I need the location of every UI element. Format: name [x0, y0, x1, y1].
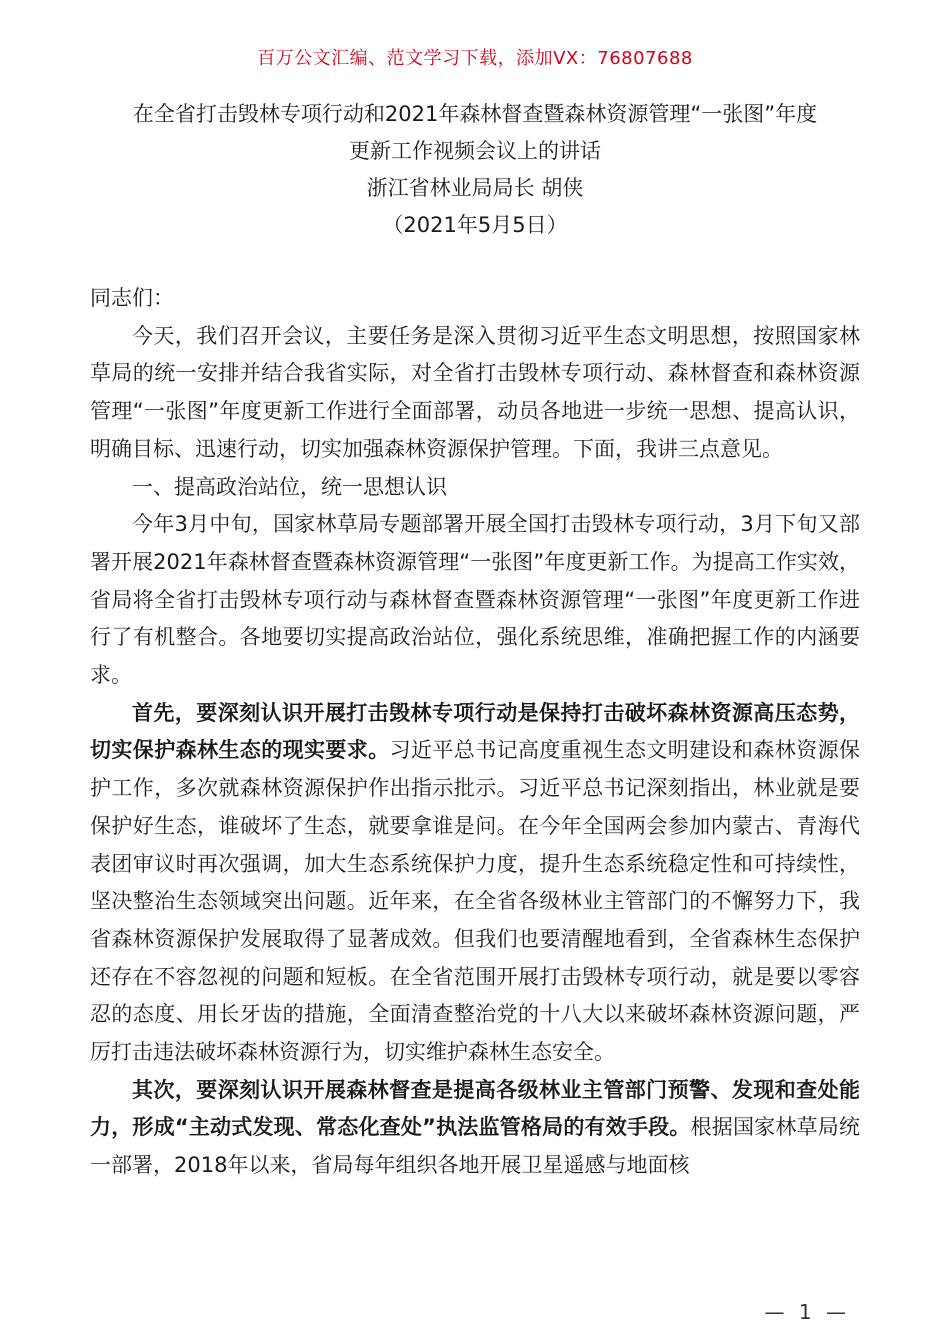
paragraph-4-lead: 其次，要深刻认识开展森林督查是提高各级林业主管部门预警、发现和查处能力，形成“主动式发现、常态化查处”执法监管格局的有效手段。: [90, 1077, 860, 1140]
author-line: 浙江省林业局局长 胡侠: [366, 176, 584, 200]
title-line-1: 在全省打击毁林专项行动和2021年森林督查暨森林资源管理“一张图”年度: [132, 102, 818, 126]
paragraph-3-lead: 首先，要深刻认识开展打击毁林专项行动是保持打击破坏森林资源高压态势，切实保护森林生态的现实要求。: [90, 700, 860, 763]
salutation: 同志们：: [90, 286, 174, 310]
paragraph-4-text: 根据国家林草局统一部署，2018年以来，省局每年组织各地开展卫星遥感与地面核: [90, 1115, 860, 1178]
page-number: — 1 —: [764, 1300, 850, 1324]
date-line: （2021年5月5日）: [382, 213, 568, 237]
document-title-block: [90, 96, 860, 244]
section-heading-1: 一、提高政治站位，统一思想认识: [132, 474, 447, 499]
document-body: [90, 280, 860, 1185]
header-banner: 百万公文汇编、范文学习下载，添加VX：76807688: [257, 48, 693, 69]
paragraph-3-text: 习近平总书记高度重视生态文明建设和森林资源保护工作，多次就森林资源保护作出指示批示。习近平总书记深刻指出，林业就是要保护好生态，谁破坏了生态，就要拿谁是问。在今年全国两会参加内蒙古、青海代表团审议时再次强调，加大生态系统保护力度，提升生态系统稳定性和可持续性，坚决整治生态领域突出问题。近年来，在全省各级林业主管部门的不懈努力下，我省森林资源保护发展取得了显著成效。但我们也要清醒地看到，全省森林生态保护还存在不容忽视的问题和短板。在全省范围开展打击毁林专项行动，就是要以零容忍的态度、用长牙齿的措施，全面清查整治党的十八大以来破坏森林资源问题，严厉打击违法破坏森林资源行为，切实维护森林生态安全。: [90, 738, 861, 1065]
paragraph-3: [90, 695, 860, 1072]
title-line-2: 更新工作视频会议上的讲话: [349, 139, 601, 163]
paragraph-4: [90, 1072, 860, 1185]
paragraph-1: 今天，我们召开会议，主要任务是深入贯彻习近平生态文明思想，按照国家林草局的统一安排并结合我省实际，对全省打击毁林专项行动、森林督查和森林资源管理“一张图”年度更新工作进行全面部署，动员各地进一步统一思想、提高认识，明确目标、迅速行动，切实加强森林资源保护管理。下面，我讲三点意见。: [90, 323, 860, 461]
paragraph-2: 今年3月中旬，国家林草局专题部署开展全国打击毁林专项行动，3月下旬又部署开展2021年森林督查暨森林资源管理“一张图”年度更新工作。为提高工作实效，省局将全省打击毁林专项行动与森林督查暨森林资源管理“一张图”年度更新工作进行了有机整合。各地要切实提高政治站位，强化系统思维，准确把握工作的内涵要求。: [90, 512, 860, 688]
